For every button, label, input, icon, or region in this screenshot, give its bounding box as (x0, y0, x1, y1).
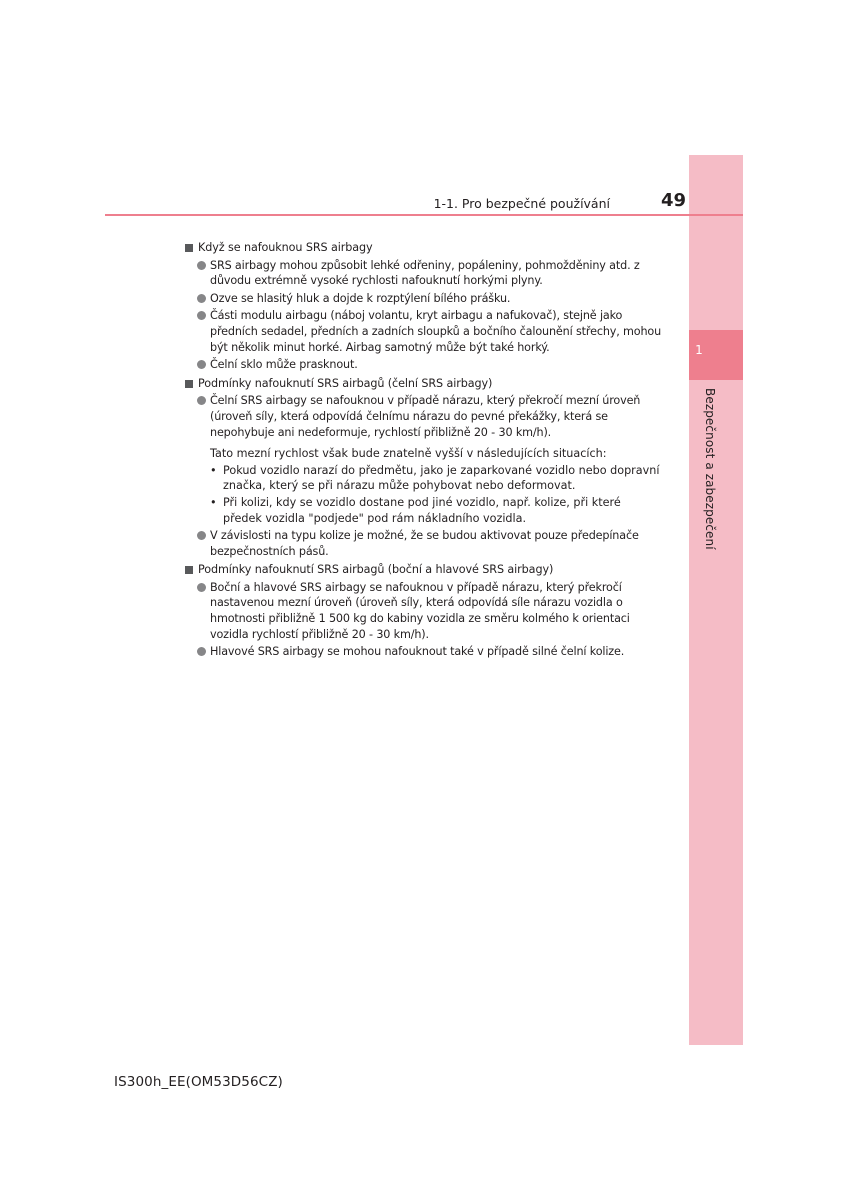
circle-bullet-icon (197, 396, 206, 405)
side-chapter-tab (689, 155, 743, 1045)
list-item: Čelní SRS airbagy se nafouknou v případě nárazu, který překročí mezní úroveň (úroveň síly, která odpovídá čelnímu nárazu do pevné překážky, která se nepohybuje ani nedeformuje, rychlostí přibližně 20 - 30 km/h). (184, 393, 662, 440)
dot-bullet-icon: • (210, 463, 217, 477)
list-item: Boční a hlavové SRS airbagy se nafouknou v případě nárazu, který překročí nastavenou mezní úroveň (úroveň síly, která odpovídá síle nárazu vozidla o hmotnosti přibližně 1 500 kg do kabiny vozidla ze směru kolmého k orientaci vozidla rychlostí přibližně 20 - 30 km/h). (184, 580, 662, 642)
section-heading: Když se nafouknou SRS airbagy (184, 240, 662, 256)
list-item: Hlavové SRS airbagy se mohou nafouknout také v případě silné čelní kolize. (184, 644, 662, 660)
circle-bullet-icon (197, 360, 206, 369)
circle-bullet-icon (197, 311, 206, 320)
page-number: 49 (661, 190, 687, 211)
list-item: Části modulu airbagu (náboj volantu, kryt airbagu a nafukovač), stejně jako předních sedadel, předních a zadních sloupků a bočního čalounění střechy, mohou být několik minut horké. Airbag samotný může být také horký. (184, 308, 662, 355)
section-heading: Podmínky nafouknutí SRS airbagů (boční a hlavové SRS airbagy) (184, 562, 662, 578)
circle-bullet-icon (197, 531, 206, 540)
page-content (184, 237, 662, 660)
circle-bullet-icon (197, 261, 206, 270)
list-item: Ozve se hlasitý hluk a dojde k rozptýlení bílého prášku. (184, 291, 662, 307)
circle-bullet-icon (197, 294, 206, 303)
dot-bullet-icon: • (210, 495, 217, 509)
header-rule (105, 214, 743, 216)
chapter-title: Bezpečnost a zabezpečení (703, 388, 717, 550)
section-heading: Podmínky nafouknutí SRS airbagů (čelní SRS airbagy) (184, 376, 662, 392)
square-bullet-icon (185, 380, 193, 388)
list-item: Čelní sklo může prasknout. (184, 357, 662, 373)
sub-list-item: • Pokud vozidlo narazí do předmětu, jako je zaparkované vozidlo nebo dopravní značka, který se při nárazu může pohybovat nebo deformovat. (210, 463, 660, 493)
circle-bullet-icon (197, 647, 206, 656)
document-code: IS300h_EE(OM53D56CZ) (114, 1074, 283, 1090)
chapter-number: 1 (695, 343, 703, 357)
square-bullet-icon (185, 566, 193, 574)
paragraph: Tato mezní rychlost však bude znatelně vyšší v následujících situacích: (210, 447, 607, 461)
square-bullet-icon (185, 244, 193, 252)
list-item: SRS airbagy mohou způsobit lehké odřeniny, popáleniny, pohmožděniny atd. z důvodu extrémně vysoké rychlosti nafouknutí horkými plyny. (184, 258, 662, 289)
section-title: 1-1. Pro bezpečné používání (433, 196, 610, 211)
sub-list-item: • Při kolizi, kdy se vozidlo dostane pod jiné vozidlo, např. kolize, při které předek vozidla "podjede" pod rám nákladního vozidla. (210, 495, 621, 525)
list-item: V závislosti na typu kolize je možné, že se budou aktivovat pouze předepínače bezpečnostních pásů. (184, 528, 662, 559)
circle-bullet-icon (197, 583, 206, 592)
